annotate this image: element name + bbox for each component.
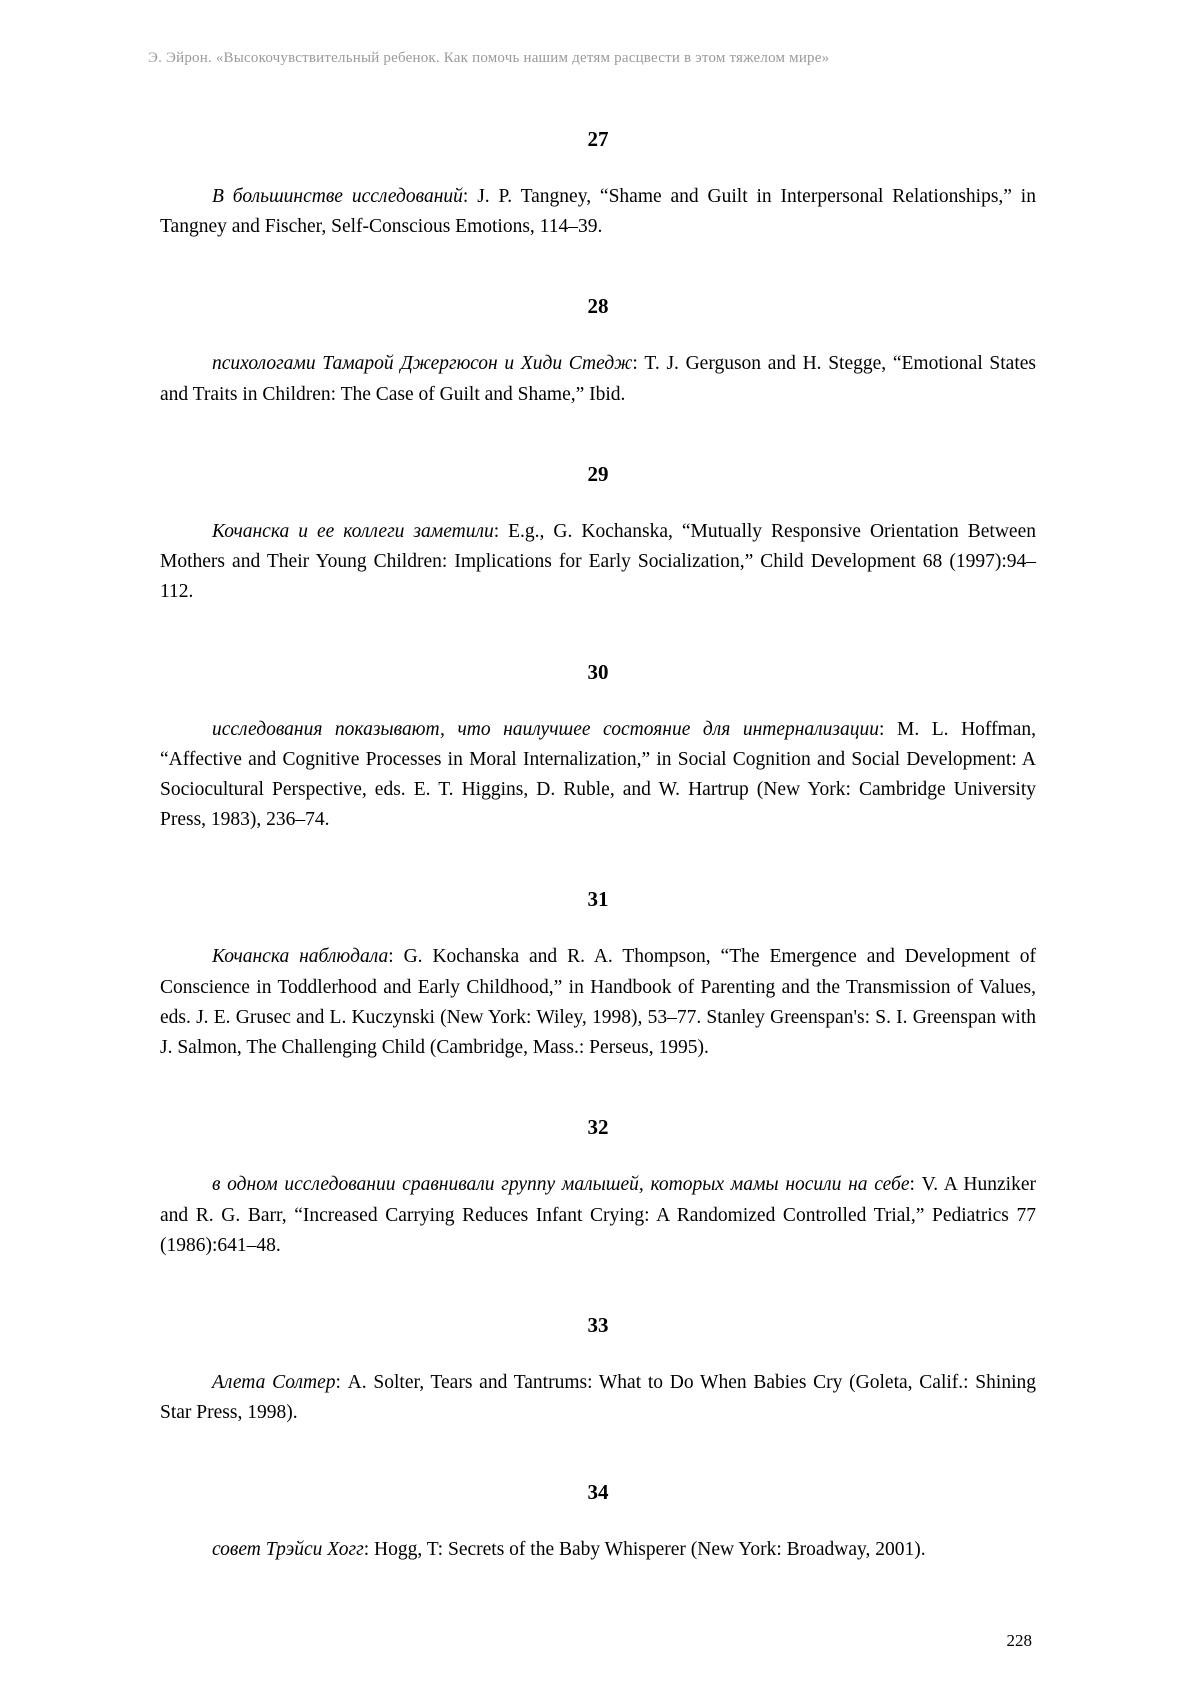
note-lead: психологами Тамарой Джергюсон и Хиди Стедж <box>212 353 633 375</box>
note-number: 28 <box>587 294 609 319</box>
note-32 <box>160 1115 1036 1261</box>
note-number: 30 <box>587 659 609 684</box>
note-paragraph <box>160 1535 1036 1565</box>
note-paragraph <box>160 1368 1036 1428</box>
note-lead: в одном исследовании сравнивали группу малышей, которых мамы носили на себе <box>212 1174 910 1196</box>
note-34 <box>160 1480 1036 1565</box>
note-31 <box>160 887 1036 1063</box>
note-rest: : M. L. Hoffman, “Affective and Cognitive Processes in Moral Internalization,” in Social Cognition and Social Development: A Sociocultural Perspective, eds. E. T. Higgins, D. Ruble, and W. Hartrup (New York: Cambridge University Press, 1983), 236–74. <box>160 718 1036 831</box>
note-rest: : Hogg, T: Secrets of the Baby Whisperer (New York: Broadway, 2001). <box>363 1539 926 1561</box>
note-number: 27 <box>587 127 609 151</box>
note-33 <box>160 1313 1036 1428</box>
note-paragraph <box>160 182 1036 242</box>
note-rest: : E.g., G. Kochanska, “Mutually Responsive Orientation Between Mothers and Their Young Children: Implications for Early Socialization,” Child Development 68 (1997):94–112. <box>160 520 1036 603</box>
running-header: Э. Эйрон. «Высокочувствительный ребенок. Как помочь нашим детям расцвести в этом тяжелом мире» <box>148 50 830 66</box>
note-27 <box>160 127 1036 242</box>
note-number: 34 <box>587 1480 609 1505</box>
note-paragraph <box>160 1170 1036 1261</box>
note-rest: : V. A Hunziker and R. G. Barr, “Increased Carrying Reduces Infant Crying: A Randomized Controlled Trial,” Pediatrics 77 (1986):641–48. <box>160 1174 1036 1256</box>
note-29 <box>160 462 1036 608</box>
note-number: 29 <box>587 461 609 486</box>
page-number: 228 <box>1006 1631 1032 1650</box>
note-number: 31 <box>587 887 609 912</box>
note-number: 33 <box>587 1312 609 1337</box>
note-paragraph <box>160 349 1036 409</box>
note-28 <box>160 294 1036 409</box>
note-rest: : J. P. Tangney, “Shame and Guilt in Interpersonal Relationships,” in Tangney and Fischer, Self-Conscious Emotions, 114–39. <box>160 186 1036 238</box>
note-paragraph <box>160 715 1036 836</box>
note-lead: исследования показывают, что наилучшее состояние для интернализации <box>212 718 880 740</box>
note-paragraph <box>160 517 1036 608</box>
note-paragraph <box>160 942 1036 1063</box>
note-30 <box>160 660 1036 836</box>
note-lead: Алета Солтер <box>212 1371 336 1393</box>
note-lead: Кочанска и ее коллеги заметили <box>212 520 494 542</box>
note-lead: Кочанска наблюдала <box>212 946 389 968</box>
note-rest: : T. J. Gerguson and H. Stegge, “Emotional States and Traits in Children: The Case of Guilt and Shame,” Ibid. <box>160 353 1036 405</box>
note-rest: : A. Solter, Tears and Tantrums: What to Do When Babies Cry (Goleta, Calif.: Shining Star Press, 1998). <box>160 1371 1036 1424</box>
note-rest: : G. Kochanska and R. A. Thompson, “The Emergence and Development of Conscience in Toddlerhood and Early Childhood,” in Handbook of Parenting and the Transmission of Values, eds. J. E. Grusec and L. Kuczynski (New York: Wiley, 1998), 53–77. Stanley Greenspan's: S. I. Greenspan with J. Salmon, The Challenging Child (Cambridge, Mass.: Perseus, 1995). <box>160 946 1036 1059</box>
note-lead: В большинстве исследований <box>212 186 463 207</box>
note-number: 32 <box>587 1115 609 1140</box>
note-lead: совет Трэйси Хогг <box>212 1539 364 1561</box>
